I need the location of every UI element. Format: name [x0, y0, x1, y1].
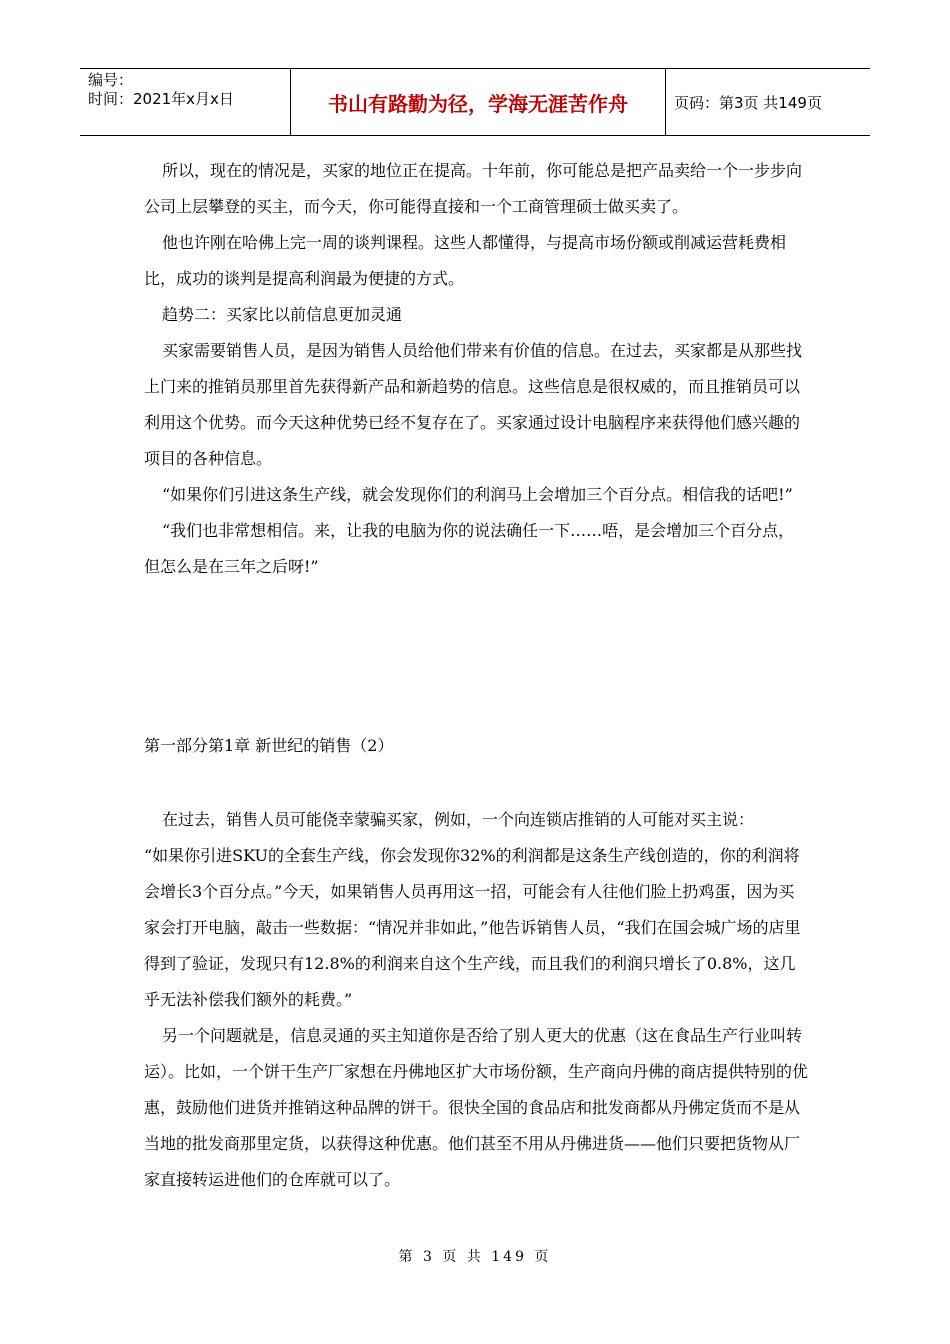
section-2 — [144, 802, 810, 1198]
document-header — [80, 68, 870, 136]
chapter-heading: 第一部分第1章 新世纪的销售（2） — [144, 736, 394, 755]
paragraph: 所以，现在的情况是，买家的地位正在提高。十年前，你可能总是把产品卖给一个一步步向公司上层攀登的买主，而今天，你可能得直接和一个工商管理硕士做买卖了。 — [144, 161, 803, 216]
number-label: 编号： — [88, 71, 134, 89]
paragraph: 他也许刚在哈佛上完一周的谈判课程。这些人都懂得，与提高市场份额或削减运营耗费相比，成功的谈判是提高利润最为便捷的方式。 — [144, 233, 787, 288]
header-meta — [80, 69, 291, 135]
quote-paragraph: “如果你引进SKU的全套生产线，你会发现你32%的利润都是这条生产线创造的，你的利润将会增长3个百分点。”今天，如果销售人员再用这一招，可能会有人往他们脸上扔鸡蛋，因为买家会打开电脑，敲击一些数据：“情况并非如此，”他告诉销售人员，“我们在国会城广场的店里得到了验证，发现只有12.8%的利润来自这个生产线，而且我们的利润只增长了0.8%，这几乎无法补偿我们额外的耗费。” — [144, 846, 801, 1009]
section-1 — [144, 153, 810, 585]
time-label: 时间：2021年x月x日 — [88, 90, 234, 108]
paragraph: 买家需要销售人员，是因为销售人员给他们带来有价值的信息。在过去，买家都是从那些找上门来的推销员那里首先获得新产品和新趋势的信息。这些信息是很权威的，而且推销员可以利用这个优势。而今天这种优势已经不复存在了。买家通过设计电脑程序来获得他们感兴趣的项目的各种信息。 — [144, 341, 803, 468]
paragraph: 另一个问题就是，信息灵通的买主知道你是否给了别人更大的优惠（这在食品生产行业叫转运）。比如，一个饼干生产厂家想在丹佛地区扩大市场份额，生产商向丹佛的商店提供特别的优惠，鼓励他们进货并推销这种品牌的饼干。很快全国的食品店和批发商都从丹佛定货而不是从当地的批发商那里定货，以获得这种优惠。他们甚至不用从丹佛进货——他们只要把货物从厂家直接转运进他们的仓库就可以了。 — [144, 1026, 809, 1189]
page-footer: 第 3 页 共 149 页 — [398, 1249, 552, 1265]
quote-paragraph: “如果你们引进这条生产线，就会发现你们的利润马上会增加三个百分点。相信我的话吧!” — [162, 485, 793, 504]
trend-heading: 趋势二：买家比以前信息更加灵通 — [162, 305, 403, 324]
header-page-info: 页码：第3页 共149页 — [674, 93, 822, 112]
header-motto: 书山有路勤为径，学海无涯苦作舟 — [291, 69, 666, 135]
quote-paragraph: “我们也非常想相信。来，让我的电脑为你的说法确任一下……唔，是会增加三个百分点，但怎么是在三年之后呀!” — [144, 521, 795, 576]
paragraph: 在过去，销售人员可能侥幸蒙骗买家，例如，一个向连锁店推销的人可能对买主说： — [162, 810, 755, 829]
